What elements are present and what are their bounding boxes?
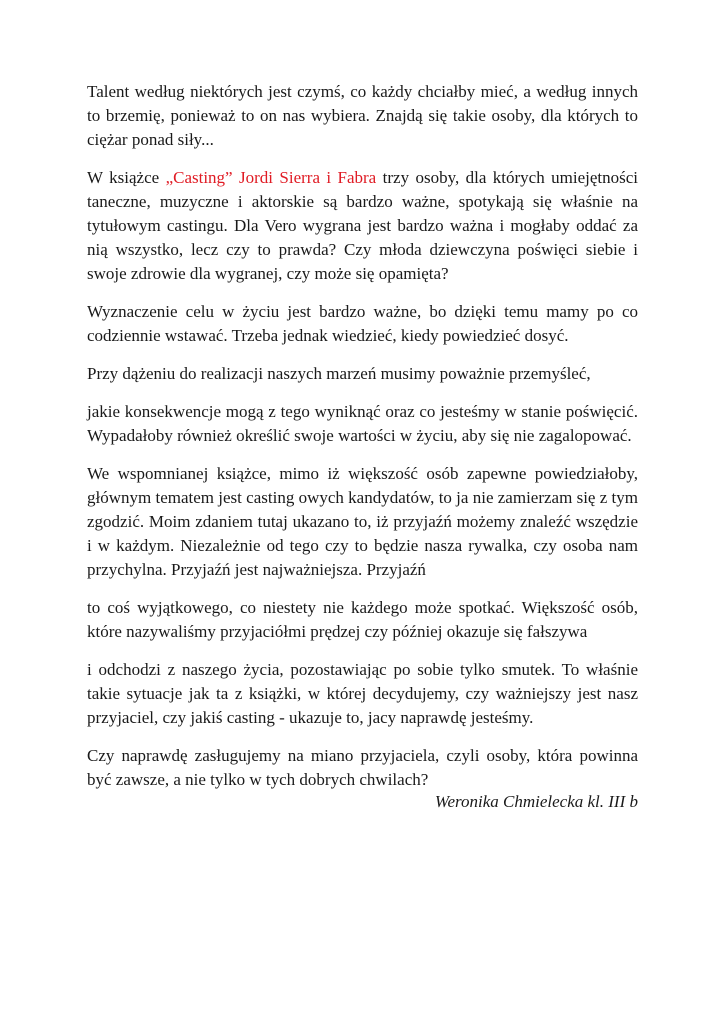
paragraph-consequences: jakie konsekwencje mogą z tego wyniknąć oraz co jesteśmy w stanie poświęcić. Wypadałoby również określić swoje wartości w życiu, aby się nie zagalopować.: [87, 402, 638, 445]
paragraph-book-intro-after: trzy osoby, dla których umiejętności taneczne, muzyczne i aktorskie są bardzo ważne, spotykają się właśnie na tytułowym castingu. Dla Vero wygrana jest bardzo ważna i mogłaby oddać za nią wszystko, lecz czy to prawda? Czy młoda dziewczyna poświęci siebie i swoje zdrowie dla wygranej, czy może się opamięta?: [87, 168, 638, 283]
paragraph-goals: Wyznaczenie celu w życiu jest bardzo ważne, bo dzięki temu mamy po co codziennie wstawać. Trzeba jednak wiedzieć, kiedy powiedzieć dosyć.: [87, 302, 638, 345]
author-signature: Weronika Chmielecka kl. III b: [434, 792, 638, 811]
paragraph-book-intro-before: W książce: [87, 168, 166, 187]
paragraph-dreams: Przy dążeniu do realizacji naszych marzeń musimy poważnie przemyśleć,: [87, 364, 591, 383]
book-title-highlight: „Casting” Jordi Sierra i Fabra: [165, 168, 377, 187]
document-body: [87, 80, 638, 806]
paragraph-unique: to coś wyjątkowego, co niestety nie każdego może spotkać. Większość osób, które nazywaliśmy przyjaciółmi prędzej czy później okazuje się fałszywa: [87, 598, 638, 641]
paragraph-book-intro: [87, 166, 638, 286]
paragraph-friendship: We wspomnianej książce, mimo iż większość osób zapewne powiedziałoby, głównym tematem jest casting owych kandydatów, to ja nie zamierzam się z tym zgodzić. Moim zdaniem tutaj ukazano to, iż przyjaźń możemy znaleźć wszędzie i w każdym. Niezależnie od tego czy to będzie nasza rywalka, czy osoba nam przychylna. Przyjaźń jest najważniejsza. Przyjaźń: [87, 464, 638, 579]
paragraph-leaving: i odchodzi z naszego życia, pozostawiając po sobie tylko smutek. To właśnie takie sytuacje jak ta z książki, w której decydujemy, czy ważniejszy jest nasz przyjaciel, czy jakiś casting - ukazuje to, jacy naprawdę jesteśmy.: [87, 660, 638, 727]
paragraph-question: Czy naprawdę zasługujemy na miano przyjaciela, czyli osoby, która powinna być zawsze, a nie tylko w tych dobrych chwilach?: [87, 746, 638, 789]
paragraph-talent: Talent według niektórych jest czymś, co każdy chciałby mieć, a według innych to brzemię, ponieważ to on nas wybiera. Znajdą się takie osoby, dla których to ciężar ponad siły...: [87, 82, 638, 149]
